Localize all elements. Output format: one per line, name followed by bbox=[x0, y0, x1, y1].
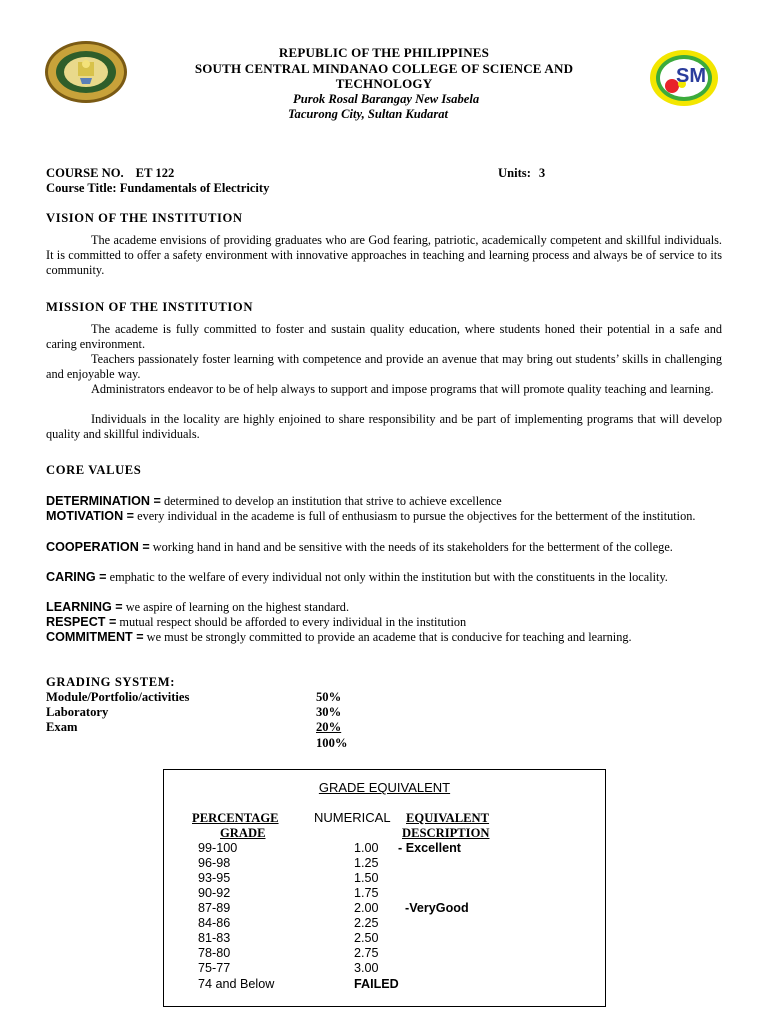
core-value-desc: every individual in the academe is full of enthusiasm to pursue the objectives for the betterment of the institution. bbox=[134, 509, 696, 523]
core-value-term: LEARNING = bbox=[46, 600, 123, 614]
grade-row-desc: - Excellent bbox=[398, 841, 461, 855]
grade-row-num: 2.25 bbox=[354, 916, 379, 930]
core-value-respect bbox=[46, 615, 722, 630]
grading-value-module: 50% bbox=[316, 690, 342, 704]
core-value-term: COOPERATION = bbox=[46, 540, 150, 554]
grade-row-pct: 96-98 bbox=[198, 856, 231, 870]
course-title-label: Course Title: bbox=[46, 181, 117, 195]
core-value-term: RESPECT = bbox=[46, 615, 117, 629]
header-college-name: SOUTH CENTRAL MINDANAO COLLEGE OF SCIENCE AND bbox=[194, 61, 574, 76]
grade-row-pct: 99-100 bbox=[198, 841, 238, 855]
mission-paragraph-3: Administrators endeavor to be of help always to support and impose programs that will promote quality teaching and learning. bbox=[91, 382, 714, 396]
grading-value-laboratory: 30% bbox=[316, 705, 342, 719]
core-value-desc: mutual respect should be afforded to every individual in the institution bbox=[116, 615, 467, 629]
core-value-term: CARING = bbox=[46, 570, 107, 584]
core-value-term: COMMITMENT = bbox=[46, 630, 144, 644]
col-header-numerical: NUMERICAL bbox=[314, 810, 391, 825]
header-address-1: Purok Rosal Barangay New Isabela bbox=[293, 92, 480, 106]
units-row bbox=[498, 166, 545, 181]
grade-row-num: 1.00 bbox=[354, 841, 379, 855]
grade-row-pct: 75-77 bbox=[198, 961, 231, 975]
core-value-desc: we aspire of learning on the highest standard. bbox=[122, 600, 350, 614]
grading-label-module: Module/Portfolio/activities bbox=[46, 690, 190, 704]
grade-row-num: 2.00 bbox=[354, 901, 379, 915]
col-header-grade: GRADE bbox=[220, 826, 266, 840]
header-republic: REPUBLIC OF THE PHILIPPINES bbox=[278, 45, 490, 60]
col-header-equivalent: EQUIVALENT bbox=[406, 811, 490, 825]
grade-row-num: 2.50 bbox=[354, 931, 379, 945]
course-title: Fundamentals of Electricity bbox=[119, 181, 270, 195]
vision-heading: VISION OF THE INSTITUTION bbox=[46, 211, 243, 225]
mission-heading: MISSION OF THE INSTITUTION bbox=[46, 300, 254, 314]
grade-row-pct: 81-83 bbox=[198, 931, 231, 945]
core-value-cooperation bbox=[46, 540, 722, 555]
core-values-heading: CORE VALUES bbox=[46, 463, 142, 477]
units-value: 3 bbox=[538, 166, 546, 180]
grade-row-num: 2.75 bbox=[354, 946, 379, 960]
grade-equivalent-table bbox=[163, 769, 606, 1007]
header-address-2: Tacurong City, Sultan Kudarat bbox=[288, 107, 449, 121]
mission-paragraph-1: The academe is fully committed to foster and sustain quality education, where students honed their potential in a safe and caring environment. bbox=[46, 322, 722, 351]
grade-row-pct: 84-86 bbox=[198, 916, 231, 930]
core-value-caring bbox=[46, 570, 722, 585]
grade-row-desc: -VeryGood bbox=[405, 901, 469, 915]
course-title-row bbox=[46, 181, 269, 196]
grade-row-pct: 74 and Below bbox=[198, 977, 275, 991]
core-value-determination bbox=[46, 494, 722, 509]
grade-equivalent-title: GRADE EQUIVALENT bbox=[318, 780, 451, 795]
mission-paragraph-4: Individuals in the locality are highly enjoined to share responsibility and be part of implementing programs that will develop quality and skillful individuals. bbox=[46, 412, 722, 441]
grade-row-pct: 90-92 bbox=[198, 886, 231, 900]
core-value-desc: determined to develop an institution that strive to achieve excellence bbox=[160, 494, 502, 508]
grade-row-num: 1.75 bbox=[354, 886, 379, 900]
grade-row-num: FAILED bbox=[354, 977, 399, 991]
core-value-desc: emphatic to the welfare of every individual not only within the institution but with the constituents in the locality. bbox=[106, 570, 668, 584]
grade-row-pct: 78-80 bbox=[198, 946, 231, 960]
core-value-term: DETERMINATION = bbox=[46, 494, 161, 508]
vision-text: The academe envisions of providing graduates who are God fearing, patriotic, academically competent and skillful individuals. It is committed to offer a safety environment with innovative approaches in teaching and learning process and always be of service to its community. bbox=[46, 233, 722, 277]
grading-label-exam: Exam bbox=[46, 720, 78, 734]
col-header-percentage: PERCENTAGE bbox=[192, 811, 279, 825]
grade-row-num: 1.25 bbox=[354, 856, 379, 870]
core-value-desc: working hand in hand and be sensitive with the needs of its stakeholders for the betterment of the college. bbox=[149, 540, 673, 554]
core-value-term: MOTIVATION = bbox=[46, 509, 135, 523]
col-header-description: DESCRIPTION bbox=[402, 826, 490, 840]
sm-logo bbox=[648, 48, 720, 108]
core-value-learning bbox=[46, 600, 722, 615]
grading-heading: GRADING SYSTEM: bbox=[46, 675, 176, 689]
grade-row-pct: 87-89 bbox=[198, 901, 231, 915]
grading-value-exam: 20% bbox=[316, 720, 342, 734]
grading-total: 100% bbox=[316, 736, 348, 750]
grade-row-pct: 93-95 bbox=[198, 871, 231, 885]
grading-label-laboratory: Laboratory bbox=[46, 705, 109, 719]
core-value-commitment bbox=[46, 630, 722, 645]
mission-paragraph-2: Teachers passionately foster learning with competence and provide an avenue that may bring out students’ skills in challenging and enjoyable way. bbox=[46, 352, 722, 381]
core-value-desc: we must be strongly committed to provide an academe that is conducive for teaching and learning. bbox=[143, 630, 632, 644]
sm-logo-text: SM bbox=[676, 65, 706, 87]
grade-row-num: 3.00 bbox=[354, 961, 379, 975]
course-number-row bbox=[46, 166, 174, 181]
core-value-motivation bbox=[46, 509, 722, 524]
header-college-name-cont: TECHNOLOGY bbox=[335, 76, 433, 91]
units-label: Units: bbox=[498, 166, 531, 180]
grade-row-num: 1.50 bbox=[354, 871, 379, 885]
course-number-label: COURSE NO. bbox=[46, 166, 124, 180]
course-number: ET 122 bbox=[135, 166, 175, 180]
